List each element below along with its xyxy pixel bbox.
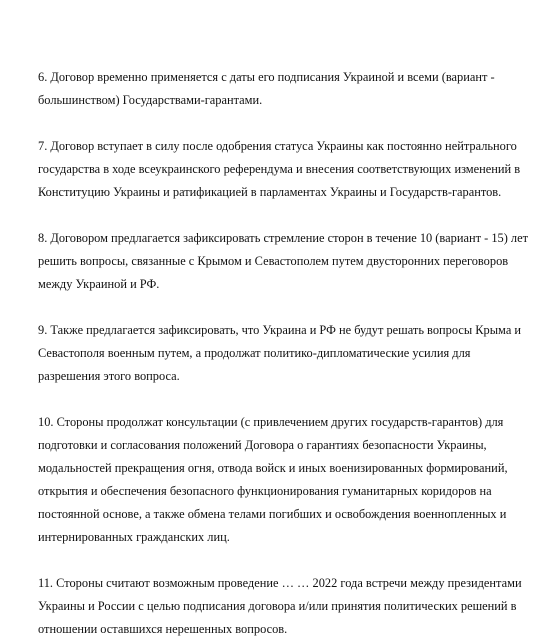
text-line: решить вопросы, связанные с Крымом и Севастополем путем двусторонних переговоров xyxy=(38,254,509,268)
paragraph-10 xyxy=(38,411,528,549)
text-line: 11. Стороны считают возможным проведение … … 2022 года встречи между президентами xyxy=(38,576,522,590)
paragraph-8 xyxy=(38,227,528,296)
paragraph-9 xyxy=(38,319,528,388)
text-line: постоянной основе, а также обмена телами погибших и освобождения военнопленных и xyxy=(38,507,507,521)
text-line: 10. Стороны продолжат консультации (с привлечением других государств-гарантов) для xyxy=(38,415,504,429)
paragraph-11 xyxy=(38,572,528,641)
text-line: 6. Договор временно применяется с даты его подписания Украиной и всеми (вариант - xyxy=(38,70,495,84)
text-line: Конституцию Украины и ратификацией в парламентах Украины и Государств-гарантов. xyxy=(38,185,502,199)
paragraph-7 xyxy=(38,135,528,204)
text-line: государства в ходе всеукраинского референдума и внесения соответствующих изменений в xyxy=(38,162,521,176)
text-line: 7. Договор вступает в силу после одобрения статуса Украины как постоянно нейтрального xyxy=(38,139,517,153)
text-line: подготовки и согласования положений Договора о гарантиях безопасности Украины, xyxy=(38,438,487,452)
text-line: модальностей прекращения огня, отвода войск и иных военизированных формирований, xyxy=(38,461,508,475)
text-line: открытия и обеспечения безопасного функционирования гуманитарных коридоров на xyxy=(38,484,492,498)
document-body xyxy=(38,66,528,641)
text-line: большинством) Государствами-гарантами. xyxy=(38,93,263,107)
text-line: 8. Договором предлагается зафиксировать стремление сторон в течение 10 (вариант - 15) лет xyxy=(38,231,529,245)
text-line: интернированных гражданских лиц. xyxy=(38,530,230,544)
text-line: между Украиной и РФ. xyxy=(38,277,160,291)
text-line: Украины и России с целью подписания договора и/или принятия политических решений в xyxy=(38,599,517,613)
text-line: Севастополя военным путем, а продолжат политико-дипломатические усилия для xyxy=(38,346,471,360)
text-line: разрешения этого вопроса. xyxy=(38,369,180,383)
text-line: 9. Также предлагается зафиксировать, что Украина и РФ не будут решать вопросы Крыма и xyxy=(38,323,522,337)
paragraph-6 xyxy=(38,66,528,112)
text-line: отношении оставшихся нерешенных вопросов. xyxy=(38,622,288,636)
